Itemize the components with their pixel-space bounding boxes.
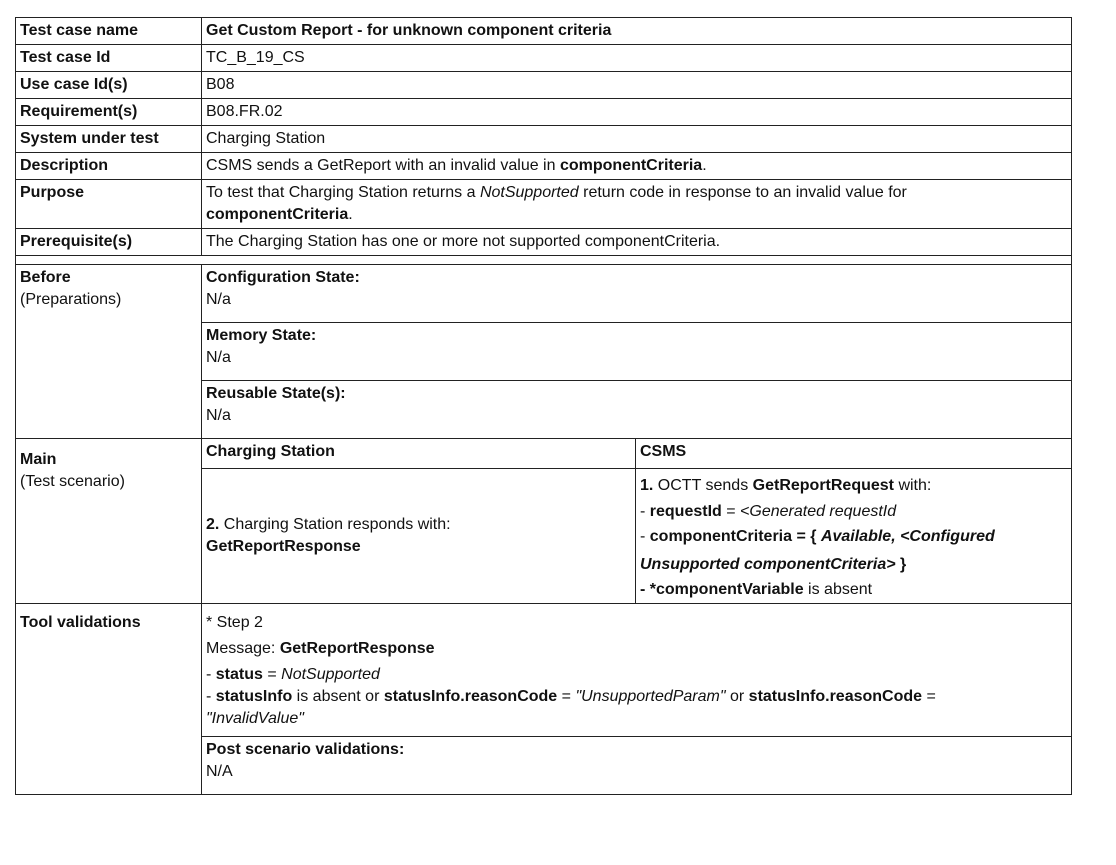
value-test-case-name: Get Custom Report - for unknown component criteria [202, 18, 1072, 45]
csms-step-line [640, 475, 1066, 497]
key-component-variable: componentVariable [656, 581, 804, 598]
main-sub: (Test scenario) [20, 473, 125, 490]
col-csms: CSMS [636, 439, 1072, 469]
tool-message-label: Message: [206, 640, 280, 657]
label-purpose: Purpose [16, 180, 202, 229]
purpose-end: . [348, 206, 353, 223]
val-status: NotSupported [281, 666, 380, 683]
tool-step: * Step 2 [206, 614, 263, 631]
dash: - * [640, 581, 656, 598]
key-statusinfo: statusInfo [215, 688, 293, 705]
label-main [16, 439, 202, 604]
memory-state-cell [202, 323, 1072, 381]
row-system-under-test [16, 126, 1072, 153]
description-bold: componentCriteria [559, 157, 703, 174]
row-purpose [16, 180, 1072, 229]
tool-validations-cell [202, 604, 1072, 737]
dash: - [640, 528, 650, 545]
csms-step-text: OCTT sends [653, 477, 753, 494]
csms-step-cell [636, 469, 1072, 604]
cs-step-text: Charging Station responds with: [219, 516, 451, 533]
post-scenario-value: N/A [206, 763, 233, 780]
memory-state-value: N/a [206, 349, 231, 366]
test-case-table [15, 17, 1072, 795]
label-prerequisite: Prerequisite(s) [16, 229, 202, 256]
eq: = [262, 666, 282, 683]
label-system-under-test: System under test [16, 126, 202, 153]
row-prerequisite [16, 229, 1072, 256]
label-tool-validations: Tool validations [16, 604, 202, 795]
row-requirement [16, 99, 1072, 126]
label-requirement: Requirement(s) [16, 99, 202, 126]
eq: = [557, 688, 576, 705]
tool-message: GetReportResponse [279, 640, 435, 657]
reusable-state-value: N/a [206, 407, 231, 424]
value-purpose [202, 180, 1072, 229]
before-label: Before [20, 269, 71, 286]
field-request-id [640, 501, 1066, 523]
val-reason-code-2: "InvalidValue" [206, 710, 304, 727]
val-component-criteria: Available, <Configured Unsupported componentCriteria> [640, 528, 995, 573]
main-label: Main [20, 451, 57, 468]
label-use-case-id: Use case Id(s) [16, 72, 202, 99]
key-reason-code-2: statusInfo.reasonCode [748, 688, 923, 705]
field-component-variable [640, 579, 1066, 601]
before-sub: (Preparations) [20, 291, 122, 308]
val-request-id: <Generated requestId [740, 503, 897, 520]
tool-status-line [206, 664, 1066, 686]
eq: = { [792, 528, 821, 545]
spacer-cell [16, 256, 1072, 265]
col-charging-station: Charging Station [202, 439, 636, 469]
label-description: Description [16, 153, 202, 180]
val-reason-code-1: "UnsupportedParam" [575, 688, 726, 705]
cs-step-num: 2. [206, 516, 220, 533]
description-text: CSMS sends a GetReport with an invalid value in [206, 157, 560, 174]
csms-step-num: 1. [640, 477, 654, 494]
config-state-title: Configuration State: [206, 269, 360, 286]
row-main-header [16, 439, 1072, 469]
field-component-criteria [640, 523, 1066, 579]
key-component-criteria: componentCriteria [649, 528, 793, 545]
config-state-cell [202, 265, 1072, 323]
purpose-italic: NotSupported [479, 184, 579, 201]
or-text: or [725, 688, 749, 705]
label-test-case-id: Test case Id [16, 45, 202, 72]
value-test-case-id: TC_B_19_CS [202, 45, 1072, 72]
config-state-value: N/a [206, 291, 231, 308]
dash: - [206, 666, 216, 683]
value-use-case-id: B08 [202, 72, 1072, 99]
key-reason-code: statusInfo.reasonCode [383, 688, 558, 705]
row-use-case-id [16, 72, 1072, 99]
value-description [202, 153, 1072, 180]
label-before [16, 265, 202, 439]
value-requirement: B08.FR.02 [202, 99, 1072, 126]
eq: = [922, 688, 936, 705]
purpose-mid: return code in response to an invalid value for [578, 184, 907, 201]
purpose-bold: componentCriteria [206, 206, 349, 223]
cs-step-cell [202, 469, 636, 604]
row-description [16, 153, 1072, 180]
key-status: status [215, 666, 263, 683]
value-system-under-test: Charging Station [202, 126, 1072, 153]
tool-message-line [206, 638, 1066, 660]
csms-step-msg: GetReportRequest [752, 477, 894, 494]
description-end: . [702, 157, 707, 174]
spacer-row [16, 256, 1072, 265]
row-before-config [16, 265, 1072, 323]
cs-step-msg: GetReportResponse [206, 538, 361, 555]
tool-statusinfo-line [206, 686, 1066, 730]
dash: - [640, 503, 650, 520]
eq: = [721, 503, 741, 520]
post-scenario-title: Post scenario validations: [206, 741, 405, 758]
key-request-id: requestId [649, 503, 722, 520]
reusable-state-title: Reusable State(s): [206, 385, 346, 402]
label-test-case-name: Test case name [16, 18, 202, 45]
dash: - [206, 688, 216, 705]
csms-step-with: with: [894, 477, 932, 494]
close-brace: } [895, 556, 907, 573]
reusable-state-cell [202, 381, 1072, 439]
statusinfo-mid: is absent or [292, 688, 384, 705]
component-variable-post: is absent [803, 581, 873, 598]
post-scenario-cell [202, 737, 1072, 795]
purpose-text: To test that Charging Station returns a [206, 184, 480, 201]
row-test-case-id [16, 45, 1072, 72]
value-prerequisite: The Charging Station has one or more not supported componentCriteria. [202, 229, 1072, 256]
memory-state-title: Memory State: [206, 327, 317, 344]
row-test-case-name [16, 18, 1072, 45]
row-tool-validations [16, 604, 1072, 737]
